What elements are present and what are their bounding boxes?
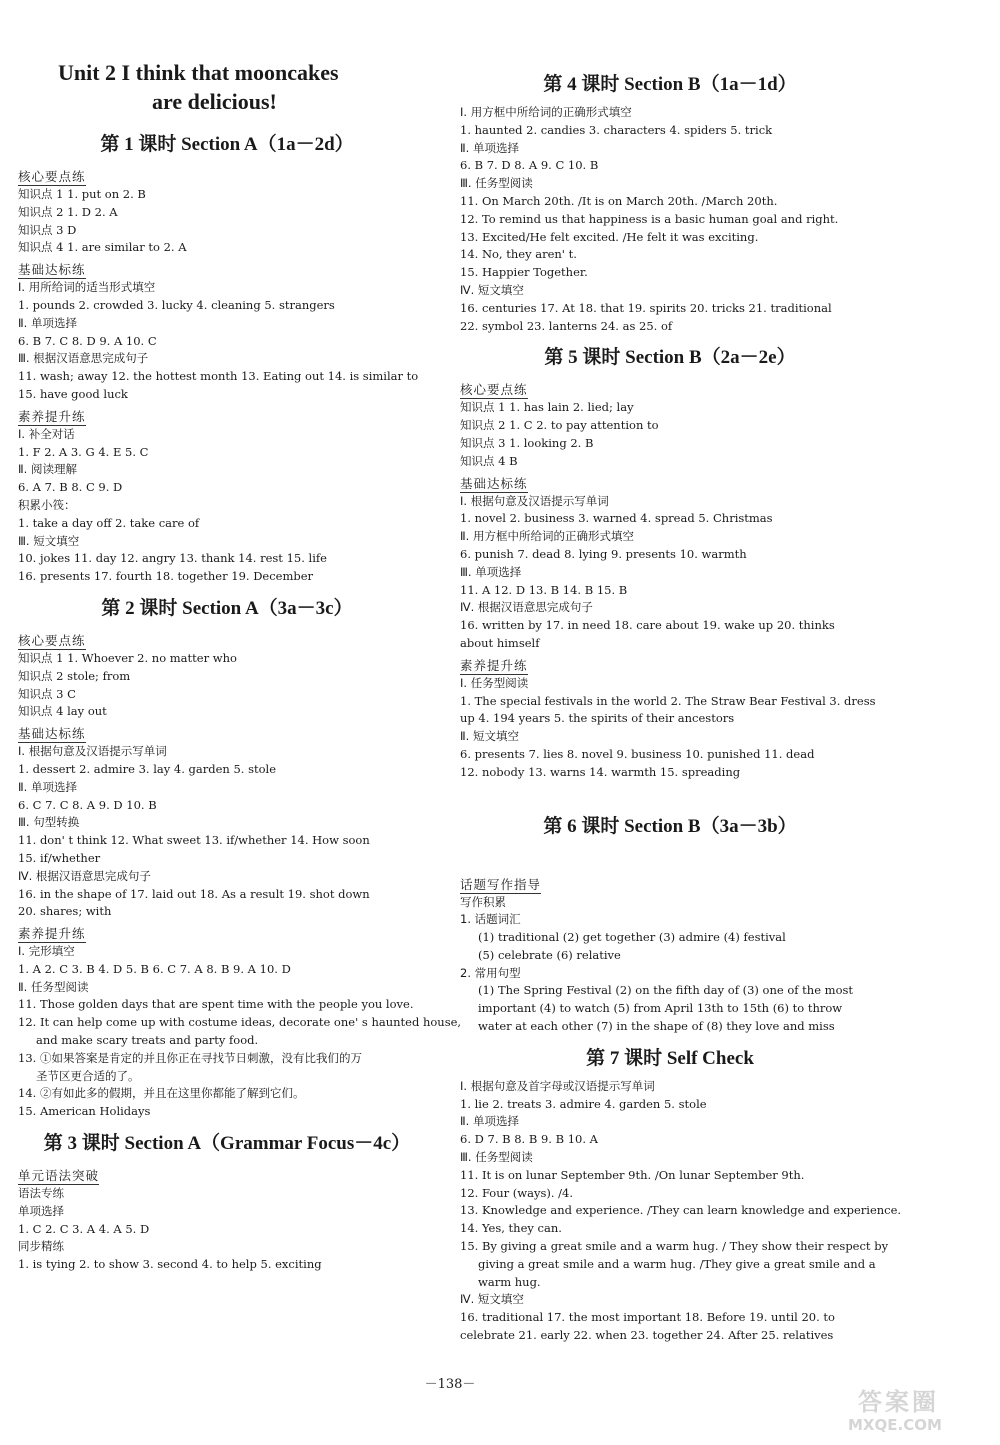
answer-row xyxy=(460,157,880,175)
answer-line: 6. A 7. B 8. C 9. D xyxy=(18,480,123,495)
answer-row xyxy=(18,1238,436,1256)
answer-row xyxy=(18,550,436,568)
lesson-7-title: 第 7 课时 Self Check xyxy=(586,1047,754,1069)
answer-row xyxy=(460,1000,880,1018)
section-label: 基础达标练 xyxy=(18,726,86,742)
exercise-heading: 1. 话题词汇 xyxy=(460,912,521,927)
exercise-heading: Ⅰ. 根据句意及汉语提示写单词 xyxy=(460,493,609,508)
answer-line: celebrate 21. early 22. when 23. together 24. After 25. relatives xyxy=(460,1328,834,1343)
answer-line: 16. traditional 17. the most important 18. Before 19. until 20. to xyxy=(460,1310,835,1325)
answer-line: 11. It is on lunar September 9th. /On lunar September 9th. xyxy=(460,1167,805,1182)
answer-row xyxy=(18,686,436,704)
answer-row xyxy=(18,903,436,921)
answer-row xyxy=(460,1078,880,1096)
exercise-heading: 语法专练 xyxy=(18,1186,64,1201)
answer-row xyxy=(460,1202,902,1220)
exercise-heading: Ⅰ. 完形填空 xyxy=(18,944,75,959)
answer-line: water at each other (7) in the shape of (8) they love and miss xyxy=(478,1019,835,1034)
answer-line: 15. American Holidays xyxy=(18,1104,151,1119)
answer-row xyxy=(460,1291,880,1309)
answer-row xyxy=(460,417,880,435)
lesson-6-answers xyxy=(460,874,880,1036)
exercise-heading: Ⅱ. 单项选择 xyxy=(18,315,77,330)
exercise-heading: Ⅰ. 根据句意及汉语提示写单词 xyxy=(18,744,167,759)
answer-line: giving a great smile and a warm hug. /They give a great smile and a xyxy=(478,1256,876,1271)
section-label: 素养提升练 xyxy=(18,926,86,942)
answer-line: 6. B 7. C 8. D 9. A 10. C xyxy=(18,333,157,348)
answer-row xyxy=(18,668,436,686)
answer-row xyxy=(18,259,436,279)
answer-row xyxy=(18,723,436,743)
answer-row xyxy=(18,779,436,797)
answer-line: 1. dessert 2. admire 3. lay 4. garden 5. stole xyxy=(18,761,277,776)
answer-row xyxy=(460,1149,880,1167)
exercise-heading: Ⅱ. 单项选择 xyxy=(18,779,77,794)
answer-row xyxy=(460,911,880,929)
exercise-heading: Ⅱ. 阅读理解 xyxy=(18,462,77,477)
answer-line: 11. A 12. D 13. B 14. B 15. B xyxy=(460,582,628,597)
section-label: 话题写作指导 xyxy=(460,876,542,892)
answer-row xyxy=(460,264,880,282)
answer-line: 6. D 7. B 8. B 9. B 10. A xyxy=(460,1132,598,1147)
answer-line: 知识点 2 1. D 2. A xyxy=(18,204,118,219)
exercise-heading: Ⅰ. 根据句意及首字母或汉语提示写单词 xyxy=(460,1078,655,1093)
answer-line: 15. By giving a great smile and a warm hug. / They show their respect by xyxy=(460,1239,889,1254)
answer-line: 13. ①如果答案是肯定的并且你正在寻找节日刺激，没有比我们的万 xyxy=(18,1050,362,1065)
section-label: 单元语法突破 xyxy=(18,1168,100,1184)
answer-line: 22. symbol 23. lanterns 24. as 25. of xyxy=(460,318,673,333)
lesson-5-answers xyxy=(460,379,880,781)
lesson-3-answers xyxy=(18,1165,436,1274)
answer-row xyxy=(18,832,436,850)
answer-row xyxy=(18,1032,436,1050)
exercise-heading: Ⅳ. 根据汉语意思完成句子 xyxy=(18,868,151,883)
answer-row xyxy=(18,630,436,650)
answer-row xyxy=(18,426,436,444)
answer-row xyxy=(460,564,880,582)
answer-row xyxy=(18,886,436,904)
exercise-heading: 写作积累 xyxy=(460,894,506,909)
section-label: 素养提升练 xyxy=(18,408,86,424)
answer-line: 知识点 3 D xyxy=(18,222,77,237)
section-label: 核心要点练 xyxy=(18,632,86,648)
answer-row xyxy=(18,350,436,368)
answer-line: 12. Four (ways). /4. xyxy=(460,1185,574,1200)
answer-row xyxy=(460,1167,880,1185)
answer-row xyxy=(460,929,880,947)
exercise-heading: Ⅰ. 任务型阅读 xyxy=(460,675,529,690)
exercise-heading: Ⅲ. 根据汉语意思完成句子 xyxy=(18,351,149,366)
lesson-5-title: 第 5 课时 Section B（2a－2e） xyxy=(544,347,796,369)
answer-row xyxy=(460,318,880,336)
answer-line: 1. A 2. C 3. B 4. D 5. B 6. C 7. A 8. B 9. A 10. D xyxy=(18,961,291,976)
answer-line: 6. punish 7. dead 8. lying 9. presents 10. warmth xyxy=(460,546,747,561)
lesson-1-title: 第 1 课时 Section A（1a－2d） xyxy=(100,134,354,155)
answer-line: 知识点 4 lay out xyxy=(18,704,107,719)
exercise-heading: Ⅳ. 短文填空 xyxy=(460,282,524,297)
answer-line: 1. novel 2. business 3. warned 4. spread 5. Christmas xyxy=(460,511,773,526)
answer-row xyxy=(18,761,436,779)
answer-row xyxy=(460,582,880,600)
answer-line: 1. haunted 2. candies 3. characters 4. spiders 5. trick xyxy=(460,122,773,137)
answer-row xyxy=(18,406,436,426)
answer-row xyxy=(460,473,880,493)
answer-row xyxy=(460,229,880,247)
answer-line: 1. The special festivals in the world 2. The Straw Bear Festival 3. dress xyxy=(460,693,876,708)
answer-row xyxy=(460,1131,880,1149)
answer-row xyxy=(18,1068,436,1086)
answer-line: 16. presents 17. fourth 18. together 19. December xyxy=(18,569,314,584)
answer-row xyxy=(18,1256,436,1274)
answer-line: (1) traditional (2) get together (3) admire (4) festival xyxy=(478,930,786,945)
answer-row xyxy=(460,528,880,546)
answer-row xyxy=(18,1085,436,1103)
answer-row xyxy=(460,300,880,318)
answer-row xyxy=(460,635,880,653)
answer-row xyxy=(460,617,880,635)
section-label: 素养提升练 xyxy=(460,657,528,673)
answer-row xyxy=(18,204,436,222)
answer-row xyxy=(460,282,880,300)
exercise-heading: Ⅲ. 句型转换 xyxy=(18,815,80,830)
exercise-heading: Ⅳ. 根据汉语意思完成句子 xyxy=(460,600,593,615)
answer-row xyxy=(460,693,880,711)
answer-row xyxy=(460,510,880,528)
answer-row xyxy=(460,1256,880,1274)
answer-row xyxy=(18,166,436,186)
answer-line: important (4) to watch (5) from April 13th to 15th (6) to throw xyxy=(478,1001,843,1016)
answer-row xyxy=(18,850,436,868)
exercise-heading: Ⅰ. 用所给词的适当形式填空 xyxy=(18,280,156,295)
answer-row xyxy=(460,1096,880,1114)
answer-line: 14. No, they aren' t. xyxy=(460,247,577,262)
answer-row xyxy=(460,122,880,140)
answer-row xyxy=(18,297,436,315)
unit-title-line-1: Unit 2 I think that mooncakes xyxy=(58,60,339,85)
watermark-url: MXQE.COM xyxy=(848,1416,942,1434)
answer-line: 1. lie 2. treats 3. admire 4. garden 5. stole xyxy=(460,1096,707,1111)
left-column xyxy=(18,0,462,1274)
answer-row xyxy=(460,435,880,453)
answer-line: 10. jokes 11. day 12. angry 13. thank 14. rest 15. life xyxy=(18,551,327,566)
answer-row xyxy=(460,982,880,1000)
answer-line: 14. Yes, they can. xyxy=(460,1221,562,1236)
answer-row xyxy=(18,497,436,515)
answer-row xyxy=(460,140,880,158)
exercise-heading: Ⅱ. 任务型阅读 xyxy=(18,979,89,994)
answer-line: 14. ②有如此多的假期，并且在这里你都能了解到它们。 xyxy=(18,1086,305,1101)
answer-row xyxy=(460,379,880,399)
answer-row xyxy=(460,746,880,764)
answer-row xyxy=(18,533,436,551)
answer-row xyxy=(18,461,436,479)
answer-row xyxy=(460,947,880,965)
answer-row xyxy=(18,743,436,761)
answer-line: 1. take a day off 2. take care of xyxy=(18,515,200,530)
answer-line: 知识点 3 1. looking 2. B xyxy=(460,435,594,450)
answer-row xyxy=(18,703,436,721)
lesson-7-answers xyxy=(460,1078,902,1345)
answer-line: 1. pounds 2. crowded 3. lucky 4. cleaning 5. strangers xyxy=(18,297,335,312)
answer-row xyxy=(460,728,880,746)
answer-row xyxy=(18,368,436,386)
answer-line: 知识点 4 1. are similar to 2. A xyxy=(18,240,187,255)
exercise-heading: Ⅲ. 任务型阅读 xyxy=(460,1150,533,1165)
watermark-logo xyxy=(848,1388,998,1442)
section-label: 基础达标练 xyxy=(18,262,86,278)
section-label: 基础达标练 xyxy=(460,475,528,491)
answer-row xyxy=(18,222,436,240)
answer-row xyxy=(18,868,436,886)
answer-row xyxy=(460,1018,880,1036)
answer-row xyxy=(18,1221,436,1239)
answer-row xyxy=(18,239,436,257)
answer-row xyxy=(460,175,880,193)
answer-line: 6. presents 7. lies 8. novel 9. business 10. punished 11. dead xyxy=(460,746,815,761)
exercise-heading: Ⅲ. 单项选择 xyxy=(460,564,522,579)
answer-row xyxy=(18,1185,436,1203)
answer-line: (5) celebrate (6) relative xyxy=(478,947,621,962)
answer-line: and make scary treats and party food. xyxy=(36,1033,259,1048)
lesson-3-title: 第 3 课时 Section A（Grammar Focus－4c） xyxy=(43,1133,411,1155)
answer-row xyxy=(18,650,436,668)
answer-row xyxy=(18,568,436,586)
lesson-1-answers xyxy=(18,166,436,586)
answer-line: 知识点 1 1. put on 2. B xyxy=(18,187,146,201)
answer-line: 知识点 4 B xyxy=(460,453,518,468)
answer-line: 13. Excited/He felt excited. /He felt it was exciting. xyxy=(460,229,759,244)
exercise-heading: Ⅱ. 单项选择 xyxy=(460,1114,519,1129)
answer-line: 11. On March 20th. /It is on March 20th. /March 20th. xyxy=(460,193,778,208)
answer-row xyxy=(18,797,436,815)
exercise-heading: Ⅰ. 补全对话 xyxy=(18,426,75,441)
answer-row xyxy=(18,515,436,533)
answer-line: 6. B 7. D 8. A 9. C 10. B xyxy=(460,158,599,173)
lesson-2-answers xyxy=(18,630,462,1121)
watermark-text: 答案圈 xyxy=(858,1388,939,1416)
answer-line: 12. To remind us that happiness is a basic human goal and right. xyxy=(460,211,839,226)
answer-row xyxy=(18,996,436,1014)
answer-line: 1. C 2. C 3. A 4. A 5. D xyxy=(18,1221,150,1236)
answer-row xyxy=(460,453,880,471)
answer-row xyxy=(18,979,436,997)
exercise-heading: 2. 常用句型 xyxy=(460,965,521,980)
answer-line: 20. shares; with xyxy=(18,904,112,919)
answer-row xyxy=(460,874,880,894)
unit-title xyxy=(58,58,436,116)
answer-row xyxy=(18,333,436,351)
answer-row xyxy=(18,1014,462,1032)
answer-line: 知识点 3 C xyxy=(18,686,76,701)
answer-line: 1. F 2. A 3. G 4. E 5. C xyxy=(18,444,149,459)
exercise-heading: 积累小筏： xyxy=(18,497,76,512)
answer-row xyxy=(460,675,880,693)
answer-row xyxy=(18,943,436,961)
answer-line: 11. don' t think 12. What sweet 13. if/whether 14. How soon xyxy=(18,833,370,848)
answer-row xyxy=(460,1220,880,1238)
answer-row xyxy=(460,655,880,675)
answer-row xyxy=(18,386,436,404)
answer-line: 15. have good luck xyxy=(18,386,128,401)
answer-line: warm hug. xyxy=(478,1274,541,1289)
answer-line: 15. Happier Together. xyxy=(460,265,588,280)
answer-line: 知识点 2 stole; from xyxy=(18,668,131,683)
page-number: －138－ xyxy=(424,1377,476,1392)
exercise-heading: Ⅱ. 短文填空 xyxy=(460,729,519,744)
answer-line: 1. is tying 2. to show 3. second 4. to help 5. exciting xyxy=(18,1257,322,1272)
answer-line: 知识点 1 1. Whoever 2. no matter who xyxy=(18,650,237,665)
answer-row xyxy=(18,444,436,462)
answer-line: 16. written by 17. in need 18. care about 19. wake up 20. thinks xyxy=(460,618,835,633)
answer-line: 12. nobody 13. warns 14. warmth 15. spreading xyxy=(460,764,741,779)
answer-row xyxy=(460,493,880,511)
answer-row xyxy=(460,546,880,564)
answer-row xyxy=(460,1309,880,1327)
answer-row xyxy=(18,479,436,497)
answer-row xyxy=(460,1274,880,1292)
answer-row xyxy=(460,965,880,983)
unit-title-line-2: are delicious! xyxy=(152,89,277,114)
answer-line: 16. in the shape of 17. laid out 18. As a result 19. shot down xyxy=(18,886,370,901)
exercise-heading: Ⅲ. 任务型阅读 xyxy=(460,176,533,191)
answer-line: 6. C 7. C 8. A 9. D 10. B xyxy=(18,797,157,812)
answer-row xyxy=(18,186,436,204)
answer-line: 16. centuries 17. At 18. that 19. spirits 20. tricks 21. traditional xyxy=(460,300,832,315)
lesson-6-title: 第 6 课时 Section B（3a－3b） xyxy=(543,815,797,837)
answer-row xyxy=(460,710,880,728)
answer-line: (1) The Spring Festival (2) on the fifth day of (3) one of the most xyxy=(478,983,854,998)
answer-row xyxy=(460,193,880,211)
answer-row xyxy=(18,1050,436,1068)
exercise-heading: Ⅳ. 短文填空 xyxy=(460,1292,524,1307)
answer-line: 知识点 1 1. has lain 2. lied; lay xyxy=(460,400,634,415)
section-label: 核心要点练 xyxy=(460,382,528,398)
exercise-heading: Ⅱ. 单项选择 xyxy=(460,140,519,155)
answer-row xyxy=(18,814,436,832)
answer-row xyxy=(18,923,436,943)
answer-row xyxy=(460,104,880,122)
exercise-heading: 同步精练 xyxy=(18,1239,64,1254)
exercise-heading: Ⅱ. 用方框中所给词的正确形式填空 xyxy=(460,529,634,544)
answer-row xyxy=(18,315,436,333)
answer-line: 11. Those golden days that are spent time with the people you love. xyxy=(18,997,414,1012)
answer-line: 11. wash; away 12. the hottest month 13. Eating out 14. is similar to xyxy=(18,369,419,384)
lesson-2-title: 第 2 课时 Section A（3a－3c） xyxy=(101,597,353,619)
answer-row xyxy=(18,961,436,979)
answer-row xyxy=(460,894,880,912)
right-column xyxy=(460,0,902,1345)
answer-row xyxy=(460,211,880,229)
answer-row xyxy=(18,279,436,297)
answer-row xyxy=(460,1185,880,1203)
answer-row xyxy=(460,399,880,417)
exercise-heading: Ⅰ. 用方框中所给词的正确形式填空 xyxy=(460,105,632,119)
answer-line: 12. It can help come up with costume ideas, decorate one' s haunted house, xyxy=(18,1015,462,1030)
answer-line: about himself xyxy=(460,635,540,650)
answer-line: 圣节区更合适的了。 xyxy=(36,1068,140,1083)
answer-row xyxy=(460,1238,889,1256)
exercise-heading: Ⅲ. 短文填空 xyxy=(18,533,80,548)
answer-line: 15. if/whether xyxy=(18,850,101,865)
answer-row xyxy=(18,1103,436,1121)
answer-row xyxy=(460,764,880,782)
answer-row xyxy=(18,1165,436,1185)
answer-line: up 4. 194 years 5. the spirits of their ancestors xyxy=(460,711,735,726)
exercise-heading: 单项选择 xyxy=(18,1203,64,1218)
answer-row xyxy=(18,1203,436,1221)
lesson-4-title: 第 4 课时 Section B（1a－1d） xyxy=(543,74,797,95)
lesson-4-answers xyxy=(460,104,880,335)
answer-line: 知识点 2 1. C 2. to pay attention to xyxy=(460,418,659,433)
answer-row xyxy=(460,246,880,264)
section-label: 核心要点练 xyxy=(18,169,86,184)
answer-row xyxy=(460,599,880,617)
answer-row xyxy=(460,1327,880,1345)
answer-line: 13. Knowledge and experience. /They can learn knowledge and experience. xyxy=(460,1203,902,1218)
answer-row xyxy=(460,1113,880,1131)
